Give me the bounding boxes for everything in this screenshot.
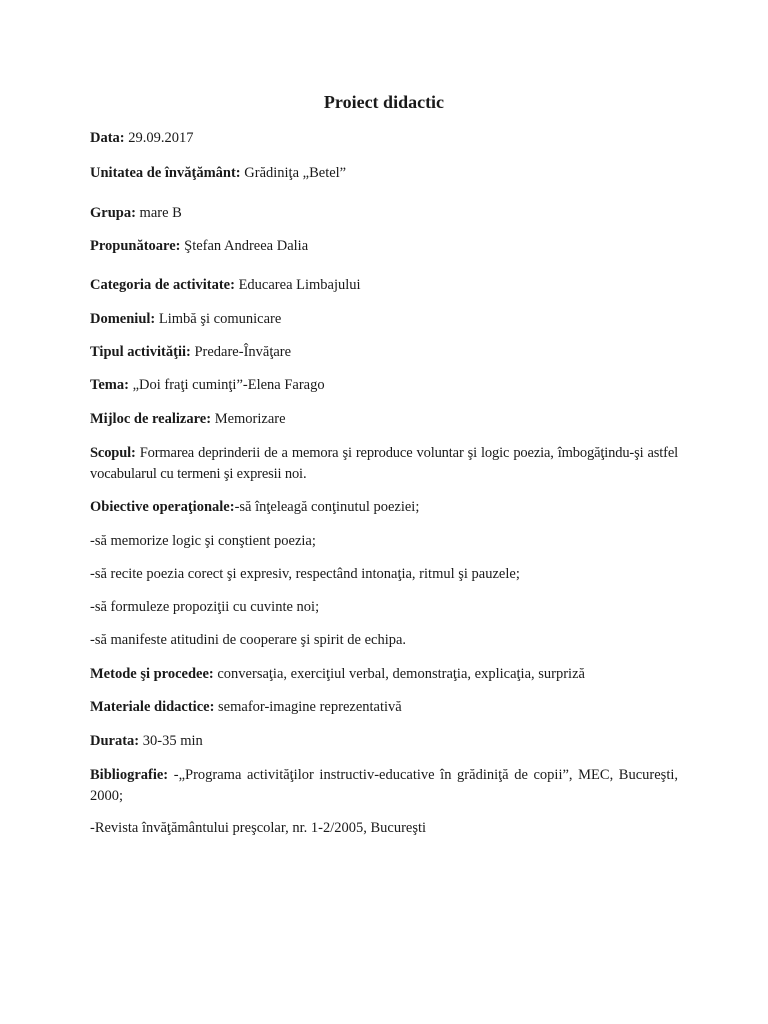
field-value: -să înţeleagă conţinutul poeziei; [234, 499, 420, 515]
field-propunatoare [90, 236, 678, 256]
field-label: Grupa: [90, 205, 136, 221]
field-label: Metode şi procedee: [90, 666, 214, 682]
field-mijloc [90, 409, 678, 429]
field-label: Durata: [90, 733, 140, 749]
field-grupa [90, 203, 678, 223]
field-label: Domeniul: [90, 311, 156, 327]
field-categoria [90, 275, 678, 295]
field-label: Data: [90, 130, 125, 146]
field-value: Grădiniţa „Betel” [240, 165, 347, 181]
field-domeniul [90, 309, 678, 329]
field-label: Materiale didactice: [90, 699, 215, 715]
field-durata [90, 731, 678, 751]
field-value: Ştefan Andreea Dalia [180, 238, 309, 254]
field-value: Memorizare [211, 411, 286, 427]
field-metode [90, 664, 678, 684]
field-materiale [90, 697, 678, 717]
field-value: 29.09.2017 [124, 130, 194, 146]
field-label: Categoria de activitate: [90, 277, 235, 293]
field-label: Tema: [90, 377, 129, 393]
field-label: Mijloc de realizare: [90, 411, 212, 427]
field-value: conversaţia, exerciţiul verbal, demonstraţia, explicaţia, surpriză [213, 666, 585, 682]
objective-item: -să manifeste atitudini de cooperare şi spirit de echipa. [90, 632, 407, 648]
field-data [90, 128, 678, 148]
field-obiective [90, 497, 678, 517]
field-label: Tipul activităţii: [90, 344, 191, 360]
field-value: -„Programa activităţilor instructiv-educative în grădiniţă de copii”, MEC, Bucureşti, 2000; [90, 767, 678, 804]
field-scopul [90, 443, 678, 485]
field-value: semafor-imagine reprezentativă [214, 699, 402, 715]
field-value: „Doi fraţi cuminţi”-Elena Farago [128, 377, 325, 393]
bibliography-item: -Revista învăţământului preşcolar, nr. 1-2/2005, Bucureşti [90, 820, 427, 836]
field-tipul [90, 342, 678, 362]
field-label: Propunătoare: [90, 238, 181, 254]
field-value: Limbă şi comunicare [155, 311, 282, 327]
field-label: Unitatea de învăţământ: [90, 165, 241, 181]
field-value: 30-35 min [139, 733, 203, 749]
field-value: Educarea Limbajului [234, 277, 361, 293]
objective-item: -să formuleze propoziţii cu cuvinte noi; [90, 599, 320, 615]
field-value: mare B [135, 205, 182, 221]
field-label: Scopul: [90, 445, 136, 461]
field-value: Predare-Învăţare [190, 344, 292, 360]
field-tema [90, 375, 678, 395]
document-title: Proiect didactic [323, 92, 445, 112]
field-unitatea [90, 163, 678, 183]
field-bibliografie [90, 765, 678, 807]
field-label: Bibliografie: [90, 767, 169, 783]
field-label: Obiective operaţionale: [90, 499, 235, 515]
field-value: Formarea deprinderii de a memora şi reproduce voluntar şi logic poezia, îmbogăţindu-şi astfel vocabularul cu termeni şi expresii noi. [90, 445, 678, 482]
objective-item: -să recite poezia corect şi expresiv, respectând intonaţia, ritmul şi pauzele; [90, 566, 520, 582]
objective-item: -să memorize logic şi conştient poezia; [90, 533, 316, 549]
